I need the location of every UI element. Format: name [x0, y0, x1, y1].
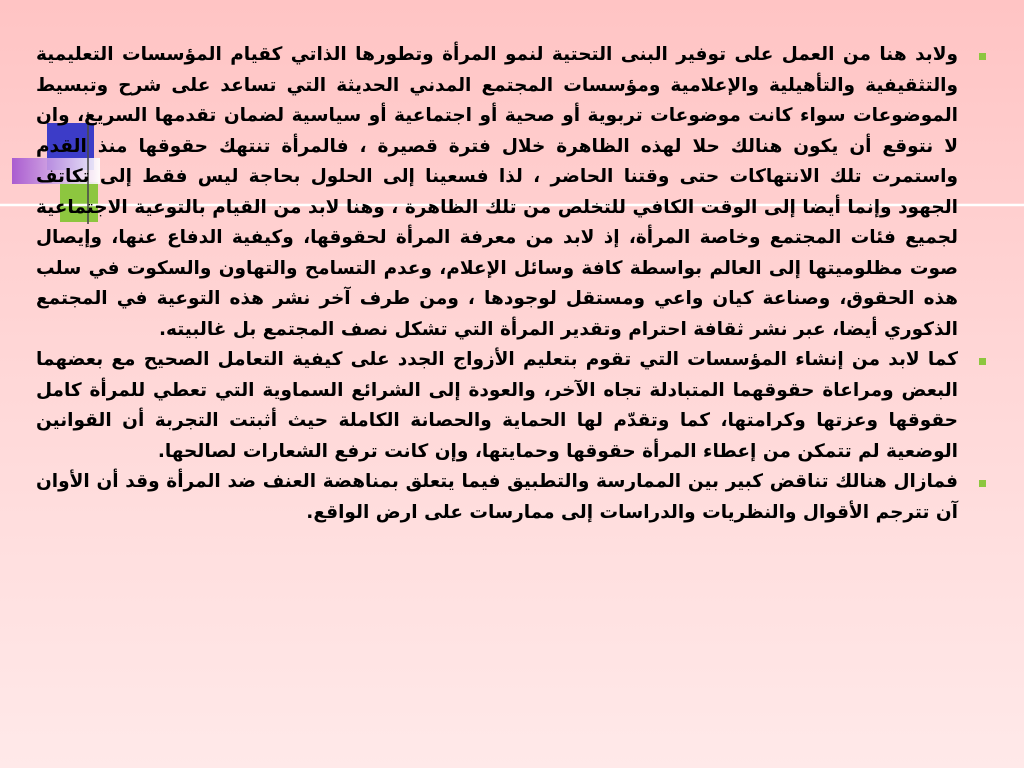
bullet-1-text: ولابد هنا من العمل على توفير البنى التحتية لنمو المرأة وتطورها الذاتي كقيام المؤسسات التعليمية والتثقيفية والتأهيلية والإعلامية ومؤسسات المجتمع المدني الحديثة التي تساعد على شرح وتبسيط الموضوعات سواء كانت موضوعات تربوية أو صحية أو اجتماعية أو سياسية لضمان تقدمها السريع، وان لا نتوقع أن يكون هنالك حلا لهذه الظاهرة خلال فترة قصيرة ، فالمرأة تنتهك حقوقها منذ القدم واستمرت تلك الانتهاكات حتى وقتنا الحاضر ، لذا فسعينا إلى الحلول بحاجة ليس فقط إلى تكاتف الجهود وإنما أيضا إلى الوقت الكافي للتخلص من تلك الظاهرة ، وهنا لابد من القيام بالتوعية الاجتماعية لجميع فئات المجتمع وخاصة المرأة، إذ لابد من معرفة المرأة لحقوقها، وكيفية الدفاع عنها، وإيصال صوت مظلوميتها إلى العالم بواسطة كافة وسائل الإعلام، وعدم التسامح والتهاون والسكوت في سلب هذه الحقوق، وصناعة كيان واعي ومستقل لوجودها ، ومن طرف آخر نشر هذه التوعية في المجتمع الذكوري أيضا، عبر نشر ثقافة احترام وتقدير المرأة التي تشكل نصف المجتمع بل غالبيته. [36, 44, 958, 340]
bullet-1 [36, 40, 988, 345]
bullet-3 [36, 467, 988, 528]
bullet-3-text: فمازال هنالك تناقض كبير بين الممارسة والتطبيق فيما يتعلق بمناهضة العنف ضد المرأة وقد أن الأوان آن تترجم الأقوال والنظريات والدراسات إلى ممارسات على ارض الواقع. [36, 471, 958, 523]
bullet-marker-icon [979, 480, 986, 487]
slide-body [36, 40, 988, 528]
bullet-marker-icon [979, 358, 986, 365]
bullet-2 [36, 345, 988, 467]
bullet-marker-icon [979, 53, 986, 60]
bullet-2-text: كما لابد من إنشاء المؤسسات التي تقوم بتعليم الأزواج الجدد على كيفية التعامل الصحيح مع بعضهما البعض ومراعاة حقوقهما المتبادلة تجاه الآخر، والعودة إلى الشرائع السماوية التي تعطي للمرأة كامل حقوقها وعزتها وكرامتها، كما وتقدّم لها الحماية والحصانة الكاملة حيث أثبتت التجربة أن القوانين الوضعية لم تتمكن من إعطاء المرأة حقوقها وحمايتها، وإن كانت ترفع الشعارات لصالحها. [36, 349, 958, 462]
